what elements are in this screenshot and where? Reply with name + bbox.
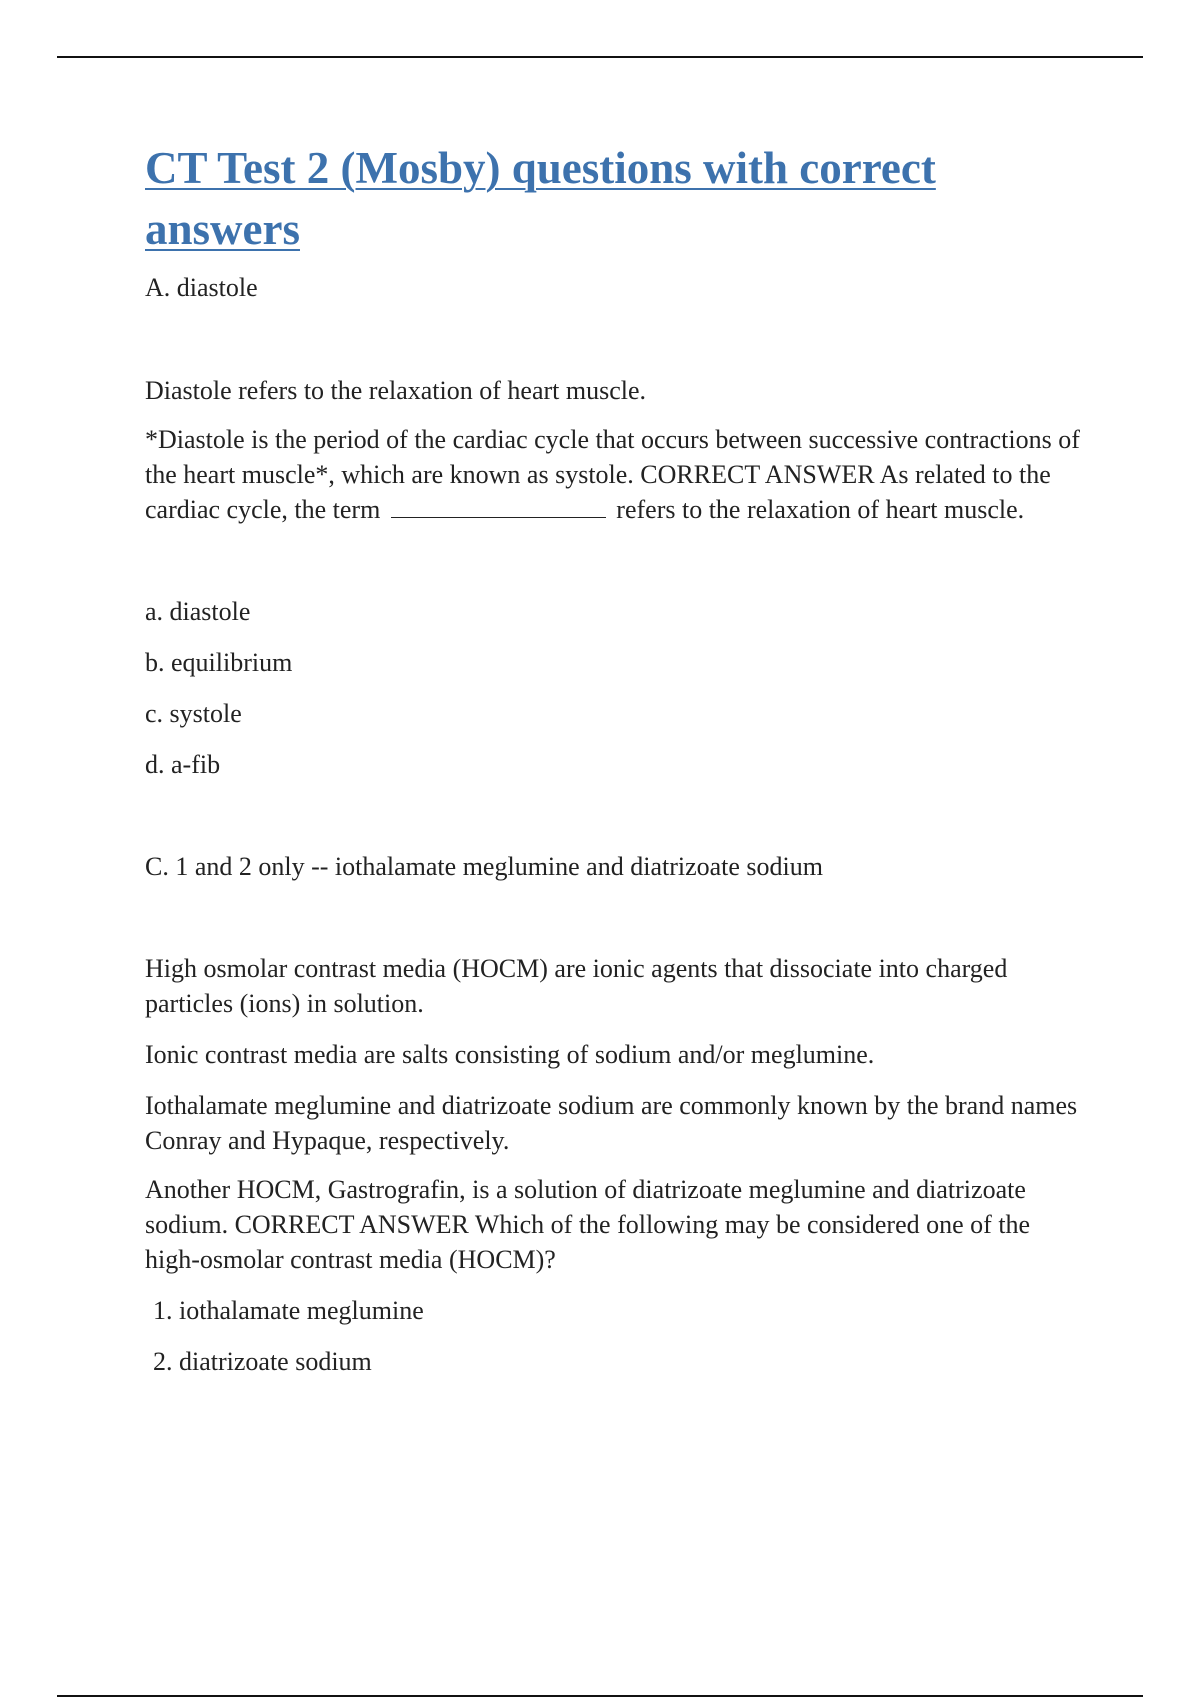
q1-answer: A. diastole (145, 273, 258, 302)
footer-rule (57, 1695, 1143, 1697)
q1-explanation-2 (145, 422, 1090, 527)
fill-in-blank (391, 493, 606, 518)
q2-item-1: 1. iothalamate meglumine (153, 1296, 424, 1325)
q1-option-d: d. a-fib (145, 750, 221, 779)
q1-option-c: c. systole (145, 699, 242, 728)
q2-paragraph-3: Iothalamate meglumine and diatrizoate sodium are commonly known by the brand names Conray and Hypaque, respectively. (145, 1091, 1078, 1155)
q2-paragraph-4: Another HOCM, Gastrografin, is a solution of diatrizoate meglumine and diatrizoate sodium. CORRECT ANSWER Which of the following may be considered one of the high-osmolar contrast media (HOCM)? (145, 1175, 1031, 1274)
q1-explanation-2-end: refers to the relaxation of heart muscle. (616, 495, 1025, 524)
q2-answer: C. 1 and 2 only -- iothalamate meglumine and diatrizoate sodium (145, 852, 823, 881)
q1-explanation-2-start: *Diastole is the period of the cardiac cycle that occurs between successive contractions of the heart muscle*, which are known as systole. CORRECT ANSWER As related to the cardiac cycle, the term (145, 425, 1080, 524)
document-body (145, 138, 1090, 1379)
document-title: CT Test 2 (Mosby) questions with correct answers (145, 143, 936, 254)
q1-option-b: b. equilibrium (145, 648, 293, 677)
q1-explanation-1: Diastole refers to the relaxation of heart muscle. (145, 376, 647, 405)
q2-item-2: 2. diatrizoate sodium (153, 1347, 372, 1376)
header-rule (57, 56, 1143, 58)
q2-paragraph-1: High osmolar contrast media (HOCM) are ionic agents that dissociate into charged particles (ions) in solution. (145, 954, 1008, 1018)
q1-option-a: a. diastole (145, 597, 251, 626)
q2-paragraph-2: Ionic contrast media are salts consisting of sodium and/or meglumine. (145, 1040, 875, 1069)
